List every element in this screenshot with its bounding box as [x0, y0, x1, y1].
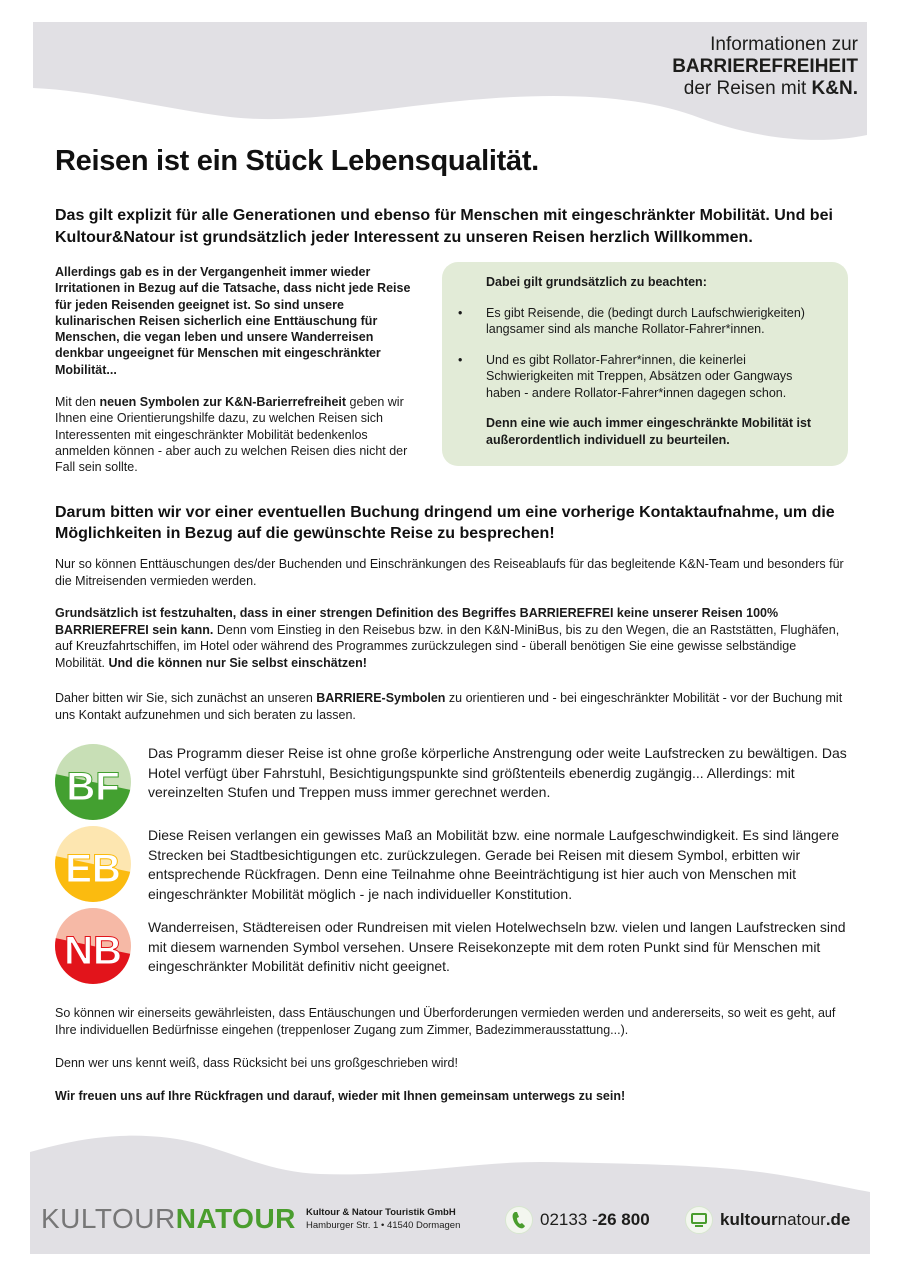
bf-badge-icon	[55, 744, 131, 820]
svg-text:EB: EB	[65, 847, 121, 891]
header-line-3: der Reisen mit K&N.	[683, 78, 858, 99]
symbols-paragraph: Daher bitten wir Sie, sich zunächst an unseren BARRIERE-Symbolen zu orientieren und - bei eingeschränkter Mobilität - vor der Buchung mit uns Kontakt aufzunehmen und sich beraten zu lassen.	[55, 691, 843, 722]
symbols-intro-paragraph: Mit den neuen Symbolen zur K&N-Barierrefreiheit geben wir Ihnen eine Orientierungshilfe dazu, zu welchen Reisen sich Interessenten mit eingeschränkter Mobilität bedenkenlos anmelden können - aber auch zu welchen Reisen dies nicht der Fall sein sollte.	[55, 395, 408, 475]
header-band	[0, 0, 900, 150]
info-box-list	[458, 305, 828, 402]
left-column	[55, 264, 425, 492]
info-box-title: Dabei gilt grundsätzlich zu beachten:	[486, 275, 707, 289]
eb-description: Diese Reisen verlangen ein gewisses Maß an Mobilität bzw. eine normale Laufgeschwindigkeit. Es sind längere Strecken bei Stadtbesichtigungen etc. zurückzulegen. Gerade bei Reisen mit diesem Symbol, erbitten wir entsprechende Rückfragen. Denn eine Teilnahme ohne Beeinträchtigung ist hier auch von Menschen mit eingeschränkter Mobilität möglich - je nach individueller Konstitution.	[148, 827, 840, 902]
disappointments-paragraph: Nur so können Enttäuschungen des/der Buchenden und Einschränkungen des Reiseablaufs für das begleitende K&N-Team und besonders für die Mitreisenden vermieden werden.	[55, 557, 844, 588]
closing-paragraph-2: Denn wer uns kennt weiß, dass Rücksicht bei uns großgeschrieben wird!	[55, 1056, 458, 1070]
footer-band	[0, 1130, 900, 1273]
nb-badge-icon	[55, 908, 131, 984]
info-box	[442, 262, 848, 466]
contact-heading: Darum bitten wir vor einer eventuellen Buchung dringend um eine vorherige Kontaktaufnahme, um die Möglichkeiten in Bezug auf die gewünschte Reise zu besprechen!	[55, 504, 835, 542]
header-line-2: BARRIEREFREIHEIT	[672, 56, 858, 77]
computer-icon	[685, 1206, 713, 1234]
bullet-icon: •	[458, 352, 463, 367]
website-link[interactable]: kultour natour .de	[685, 1206, 850, 1234]
phone-contact[interactable]: 02133 - 26 800	[505, 1206, 650, 1234]
nb-description: Wanderreisen, Städtereisen oder Rundreisen mit vielen Hotelwechseln bzw. vielen und langen Laufstrecken sind mit diesem warnenden Symbol versehen. Unsere Reisekonzepte mit dem roten Punkt sind für Menschen mit eingeschränkter Mobilität definitiv nicht geeignet.	[148, 919, 846, 974]
company-address: Kultour & Natour Touristik GmbH Hamburger Str. 1 • 41540 Dormagen	[306, 1207, 461, 1231]
list-item: • Es gibt Reisende, die (bedingt durch Laufschwierigkeiten) langsamer sind als manche Rollator-Fahrer*innen.	[458, 305, 805, 336]
svg-text:NB: NB	[64, 929, 122, 973]
phone-icon	[505, 1206, 533, 1234]
closing-paragraph-1: So können wir einerseits gewährleisten, dass Entäuschungen und Überforderungen vermieden werden und andererseits, so weit es geht, auf Ihre individuellen Bedürfnisse eingehen (treppenloser Zugang zum Zimmer, Badezimmerausstattung...).	[55, 1006, 836, 1037]
info-box-note: Denn eine wie auch immer eingeschränkte Mobilität ist außerordentlich individuell zu beurteilen.	[486, 416, 812, 447]
barrierfree-paragraph: Grundsätzlich ist festzuhalten, dass in einer strengen Definition des Begriffes BARRIEREFREI keine unserer Reisen 100% BARRIEREFREI sein kann. Denn vom Einstieg in den Reisebus bzw. in den K&N-MiniBus, bis zu den Wegen, die an Raststätten, Flughäfen, auf Kreuzfahrtschiffen, im Hotel oder während des Programmes zurückzulegen sind - überall benötigen Sie eine gewisse selbständige Mobilität. Und die können nur Sie selbst einschätzen!	[55, 606, 840, 670]
bullet-icon: •	[458, 305, 463, 320]
intro-text: Das gilt explizit für alle Generationen und ebenso für Menschen mit eingeschränkter Mobilität. Und bei Kultour&Natour ist grundsätzlich jeder Interessent zu unseren Reisen herzlich Willkommen.	[55, 207, 833, 246]
svg-text:BF: BF	[66, 765, 120, 809]
kultour-natour-logo[interactable]: KULTOURNATOUR	[41, 1203, 296, 1234]
page-title: Reisen ist ein Stück Lebensqualität.	[55, 145, 539, 177]
irritations-paragraph: Allerdings gab es in der Vergangenheit immer wieder Irritationen in Bezug auf die Tatsache, dass nicht jede Reise für jeden Reisenden geeignet ist. So sind unsere kulinarischen Reisen sicherlich eine Enttäuschung für Menschen, die vegan leben und unsere Wanderreisen denkbar ungeeignet für Menschen mit eingeschränkter Mobilität...	[55, 265, 411, 377]
header-line-1: Informationen zur	[710, 34, 858, 55]
footer-wave-shape	[0, 1130, 900, 1273]
list-item: • Und es gibt Rollator-Fahrer*innen, die keinerlei Schwierigkeiten mit Treppen, Absätzen oder Gangways haben - andere Rollator-Fahrer*innen dagegen schon.	[458, 352, 793, 400]
closing-paragraph-3: Wir freuen uns auf Ihre Rückfragen und darauf, wieder mit Ihnen gemeinsam unterwegs zu sein!	[55, 1089, 626, 1103]
eb-badge-icon	[55, 826, 131, 902]
header-title	[672, 34, 858, 100]
bf-description: Das Programm dieser Reise ist ohne große körperliche Anstrengung oder weite Laufstrecken zu bewältigen. Das Hotel verfügt über Fahrstuhl, Besichtigungspunkte sind größtenteils ebenerdig zugängig... Allerdings: mit vereinzelten Stufen und Treppen muss immer gerechnet werden.	[148, 745, 847, 800]
